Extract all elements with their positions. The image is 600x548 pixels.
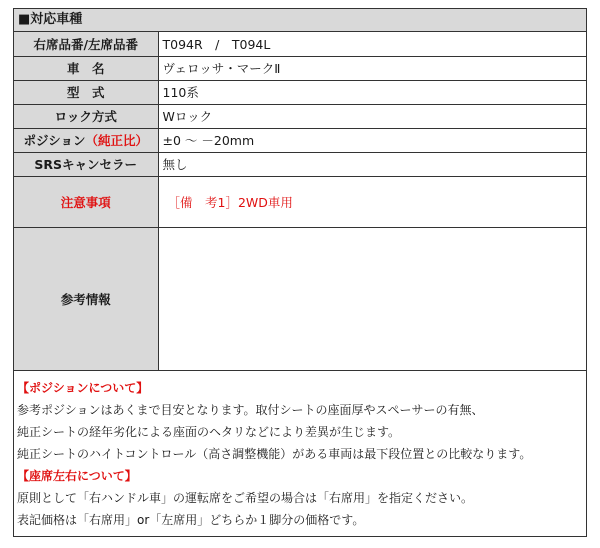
position-notes-heading: 【ポジションについて】: [17, 380, 149, 395]
reference-value: [158, 227, 586, 370]
part-number-value: T094R / T094L: [158, 32, 586, 56]
row-caution: [14, 176, 586, 227]
row-model: [14, 80, 586, 104]
model-value: 110系: [158, 80, 586, 104]
position-label: ポジション: [23, 133, 86, 148]
row-lock-type: [14, 104, 586, 128]
reference-label: 参考情報: [14, 227, 158, 370]
side-note-line: 原則として「右ハンドル車」の運転席をご希望の場合は「右席用」を指定ください。: [17, 490, 474, 505]
lock-type-value: Wロック: [158, 104, 586, 128]
position-label-cell: [14, 128, 158, 152]
position-note-line: 参考ポジションはあくまで目安となります。取付シートの座面厚やスペーサーの有無、: [17, 402, 484, 417]
side-notes-heading: 【座席左右について】: [17, 468, 137, 483]
notes-section: [14, 371, 586, 531]
caution-label: 注意事項: [14, 176, 158, 227]
position-label-accent: （純正比）: [85, 133, 148, 148]
spec-table: [14, 32, 586, 371]
position-note-line: 純正シートの経年劣化による座面のヘタリなどにより差異が生じます。: [17, 424, 401, 439]
position-note-line: 純正シートのハイトコントロール（高さ調整機能）がある車両は最下段位置との比較なります。: [17, 446, 532, 461]
row-car-name: [14, 56, 586, 80]
position-value: ±0 ～ －20mm: [158, 128, 586, 152]
compatible-vehicle-sheet: [13, 8, 587, 537]
row-reference: [14, 227, 586, 370]
car-name-label: 車 名: [14, 56, 158, 80]
row-srs: [14, 152, 586, 176]
row-position: [14, 128, 586, 152]
lock-type-label: ロック方式: [14, 104, 158, 128]
caution-value: ［備 考1］2WD車用: [158, 176, 586, 227]
part-number-label: 右席品番/左席品番: [14, 32, 158, 56]
model-label: 型 式: [14, 80, 158, 104]
srs-label: SRSキャンセラー: [14, 152, 158, 176]
srs-value: 無し: [158, 152, 586, 176]
car-name-value: ヴェロッサ・マークⅡ: [158, 56, 586, 80]
sheet-title: ■対応車種: [14, 9, 586, 32]
row-part-number: [14, 32, 586, 56]
side-note-line: 表記価格は「右席用」or「左席用」どちらか１脚分の価格です。: [17, 512, 365, 527]
